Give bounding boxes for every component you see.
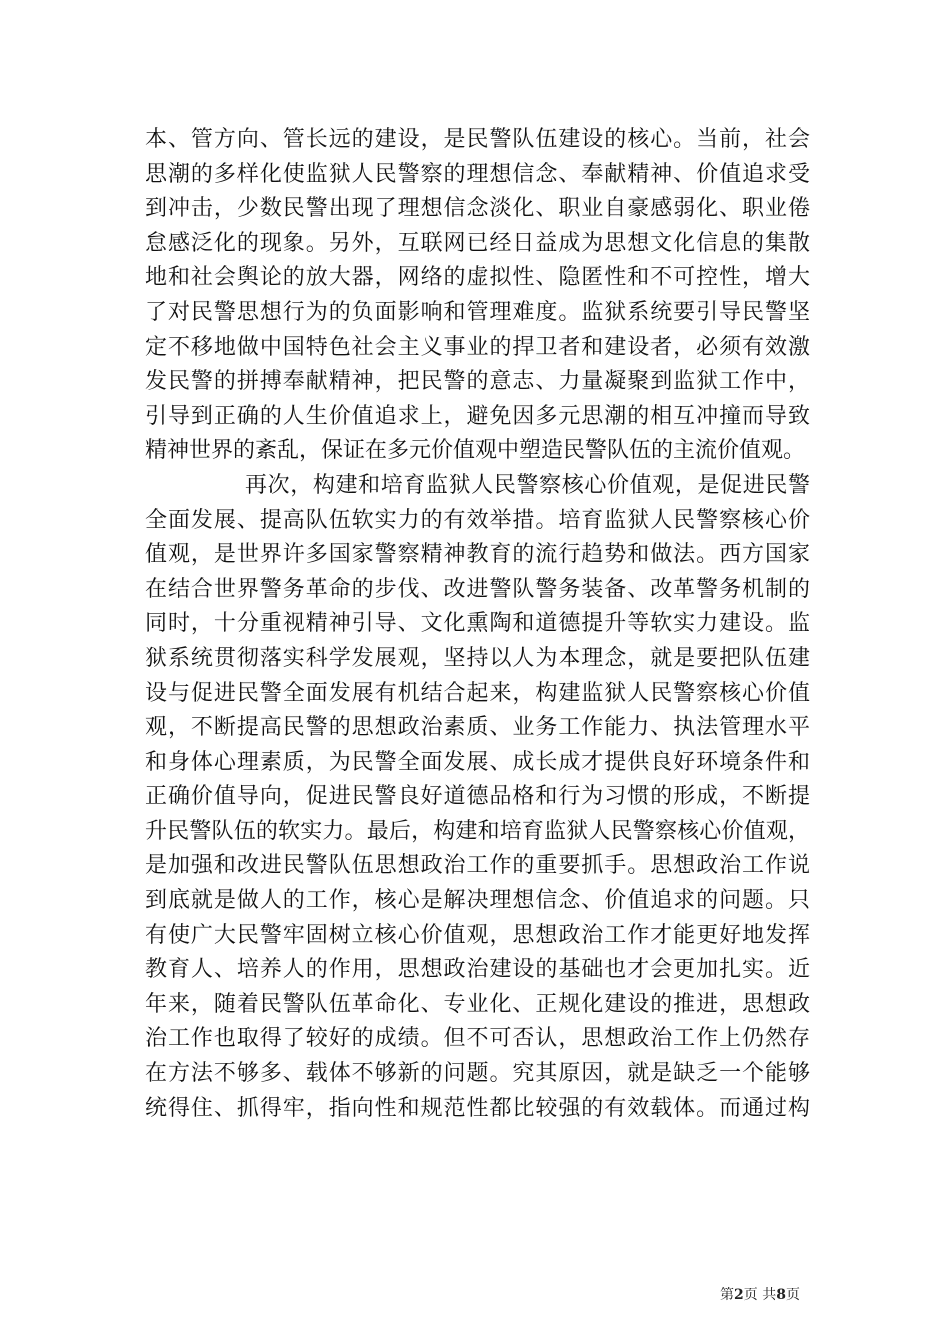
footer-total-pages: 8 (776, 1287, 786, 1303)
text-line: 发民警的拼搏奉献精神，把民警的意志、力量凝聚到监狱工作中， (145, 369, 810, 395)
body-text (145, 123, 810, 1126)
text-line: 了对民警思想行为的负面影响和管理难度。监狱系统要引导民警坚 (145, 299, 810, 325)
footer-current-page: 2 (734, 1287, 744, 1303)
text-line: 观，不断提高民警的思想政治素质、业务工作能力、执法管理水平 (145, 715, 810, 741)
text-line: 同时，十分重视精神引导、文化熏陶和道德提升等软实力建设。监 (145, 611, 810, 637)
text-line: 引导到正确的人生价值追求上，避免因多元思潮的相互冲撞而导致 (145, 403, 810, 429)
text-line: 和身体心理素质，为民警全面发展、成长成才提供良好环境条件和 (145, 749, 810, 775)
footer-middle: 页 共 (743, 1287, 777, 1303)
text-line: 地和社会舆论的放大器，网络的虚拟性、隐匿性和不可控性，增大 (145, 265, 810, 291)
text-line: 设与促进民警全面发展有机结合起来，构建监狱人民警察核心价值 (145, 680, 810, 706)
text-line: 是加强和改进民警队伍思想政治工作的重要抓手。思想政治工作说 (145, 853, 810, 879)
text-line: 统得住、抓得牢，指向性和规范性都比较强的有效载体。而通过构 (145, 1095, 810, 1121)
footer-suffix: 页 (785, 1287, 800, 1303)
text-line: 在方法不够多、载体不够新的问题。究其原因，就是缺乏一个能够 (145, 1061, 810, 1087)
text-line: 正确价值导向，促进民警良好道德品格和行为习惯的形成，不断提 (145, 784, 810, 810)
text-line: 怠感泛化的现象。另外，互联网已经日益成为思想文化信息的集散 (145, 230, 810, 256)
text-line: 到冲击，少数民警出现了理想信念淡化、职业自豪感弱化、职业倦 (145, 196, 810, 222)
text-line: 教育人、培养人的作用，思想政治建设的基础也才会更加扎实。近 (145, 957, 810, 983)
page-footer (720, 1284, 800, 1304)
text-line: 全面发展、提高队伍软实力的有效举措。培育监狱人民警察核心价 (145, 507, 810, 533)
text-line: 狱系统贯彻落实科学发展观，坚持以人为本理念，就是要把队伍建 (145, 645, 810, 671)
text-line: 有使广大民警牢固树立核心价值观，思想政治工作才能更好地发挥 (145, 922, 810, 948)
text-line: 定不移地做中国特色社会主义事业的捍卫者和建设者，必须有效激 (145, 334, 810, 360)
text-line: 升民警队伍的软实力。最后，构建和培育监狱人民警察核心价值观， (145, 818, 810, 844)
text-line: 思潮的多样化使监狱人民警察的理想信念、奉献精神、价值追求受 (145, 161, 810, 187)
text-line: 治工作也取得了较好的成绩。但不可否认，思想政治工作上仍然存 (145, 1026, 810, 1052)
text-line: 年来，随着民警队伍革命化、专业化、正规化建设的推进，思想政 (145, 991, 810, 1017)
text-line: 值观，是世界许多国家警察精神教育的流行趋势和做法。西方国家 (145, 542, 810, 568)
text-line: 到底就是做人的工作，核心是解决理想信念、价值追求的问题。只 (145, 888, 810, 914)
text-line: 在结合世界警务革命的步伐、改进警队警务装备、改革警务机制的 (145, 576, 810, 602)
footer-prefix: 第 (720, 1287, 734, 1303)
text-line: 精神世界的紊乱，保证在多元价值观中塑造民警队伍的主流价值观。 (145, 438, 806, 464)
text-line: 再次，构建和培育监狱人民警察核心价值观，是促进民警 (245, 472, 810, 498)
text-line: 本、管方向、管长远的建设，是民警队伍建设的核心。当前，社会 (145, 127, 810, 152)
